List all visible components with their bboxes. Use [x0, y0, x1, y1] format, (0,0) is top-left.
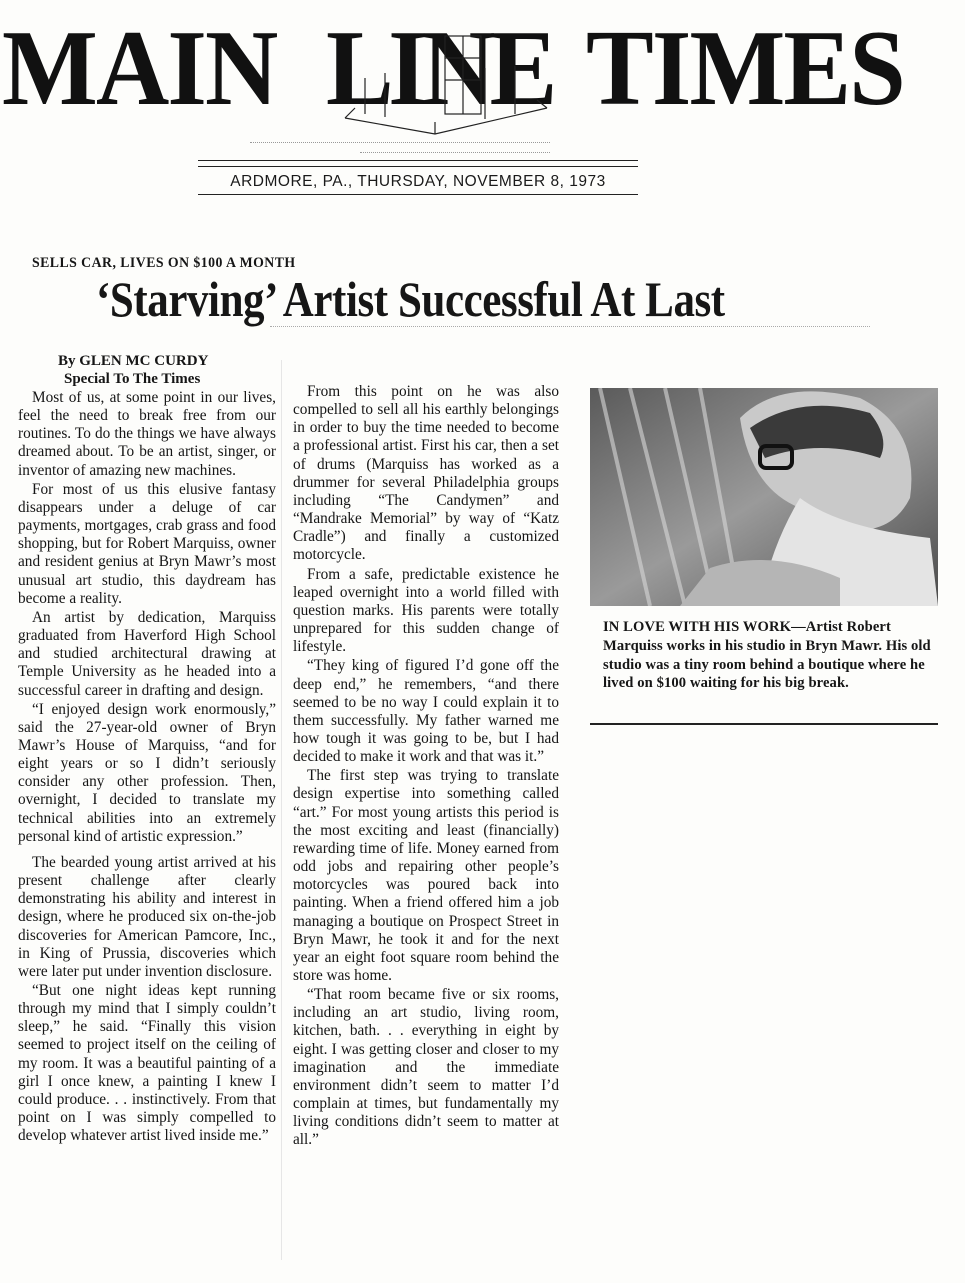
masthead — [0, 9, 904, 132]
byline-role: Special To The Times — [64, 371, 201, 387]
headline-rule — [270, 326, 870, 327]
column-divider — [281, 360, 282, 1260]
paragraph: “That room became five or six rooms, including an art studio, living room, kitchen, bath. . . everything in eight by eight. I was getting closer and closer to my imagination and the immediate environment didn’t seem to matter I’d complain at times, but fundamentally my living conditions didn’t seem to matter at all.” — [293, 986, 559, 1149]
dateline-bottom-rule — [198, 194, 638, 195]
byline-author: By GLEN MC CURDY — [58, 353, 209, 369]
paragraph: Most of us, at some point in our lives, feel the need to break free from our routines. To do the things we have always dreamed about. To be an artist, singer, or inventor of amazing new machines. — [18, 389, 276, 479]
paragraph: From a safe, predictable existence he leaped overnight into a world filled with question marks. His parents were totally unprepared for this sudden change of lifestyle. — [293, 565, 559, 656]
paragraph: “But one night ideas kept running through my mind that I simply couldn’t sleep,” he said. “Finally this vision seemed to project itself on the ceiling of my room. It was a beautiful painting of a girl I once knew, a painting I knew I could produce. . . instinctively. From that point on I was simply compelled to develop whatever artist lived inside me.” — [18, 982, 276, 1145]
artist-photo — [590, 388, 938, 606]
paragraph: The first step was trying to translate design expertise into something called “art.” For most young artists this period is the most exciting and least (financially) rewarding time of life. Money earned from odd jobs and repairing other people’s motorcycles was poured back into painting. When a friend offered him a job managing a boutique on Prospect Street in Bryn Mawr, he took it and for the next year an eight foot square room behind the store was home. — [293, 767, 559, 984]
photo-caption — [603, 618, 933, 693]
headline: ‘Starving’ Artist Successful At Last — [96, 271, 725, 327]
dateline-box — [198, 160, 638, 195]
dateline: ARDMORE, PA., THURSDAY, NOVEMBER 8, 1973 — [230, 173, 606, 190]
masthead-word-times: TIMES — [586, 9, 904, 128]
article-column-2 — [293, 383, 559, 1151]
masthead-word-main: MAIN — [2, 9, 277, 128]
caption-rule — [590, 723, 938, 725]
paragraph: From this point on he was also compelled to sell all his earthly belongings in order to buy the time needed to become a professional artist. First his car, then a set of drums (Marquiss has worked as a drummer for several Philadelphia groups including “The Candymen” and “Mandrake Memorial” by way of “Katz Cradle”) and finally a customized motorcycle. — [293, 383, 559, 564]
dateline-top-rule — [198, 160, 638, 161]
kicker-headline: SELLS CAR, LIVES ON $100 A MONTH — [32, 255, 296, 271]
caption-text: —Artist Robert Marquiss works in his studio in Bryn Mawr. His old studio was a tiny room behind a boutique where he lived on $100 waiting for his big break. — [603, 619, 931, 692]
article-column-1 — [18, 389, 276, 1146]
paragraph: For most of us this elusive fantasy disappears under a deluge of car payments, mortgages, crab grass and food shopping, but for Robert Marquiss, owner and resident genius at Bryn Mawr’s most unusual art studio, this daydream has become a reality. — [18, 480, 276, 607]
paragraph: The bearded young artist arrived at his present challenge after clearly demonstrating his ability and interest in design, where he produced six on-the-job discoveries for American Pamcore, Inc., in King of Prussia, discoveries which were later put under invention disclosure. — [18, 853, 276, 980]
print-speckle — [250, 142, 550, 143]
byline — [58, 352, 208, 388]
print-speckle — [360, 152, 550, 153]
caption-lead: IN LOVE WITH HIS WORK — [603, 619, 792, 635]
paragraph: “I enjoyed design work enormously,” said the 27-year-old owner of Bryn Mawr’s House of Marquiss, “and for eight years or so I didn’t seriously consider any other profession. Then, overnight, I decided to translate my technical abilities into an extremely personal kind of artistic expression.” — [18, 700, 276, 845]
masthead-house-logo — [325, 18, 555, 138]
masthead-word-line: LINE — [326, 9, 552, 128]
paragraph: An artist by dedication, Marquiss graduated from Haverford High School and studied architectural drawing at Temple University as he headed into a successful career in drafting and design. — [18, 608, 276, 699]
paragraph: “They king of figured I’d gone off the deep end,” he remembers, “and there seemed to be no way I could explain it to them successfully. My father warned me how tough it was going to be, but I had decided to make it work and that was it.” — [293, 657, 559, 766]
artist-photo-image — [590, 388, 938, 606]
